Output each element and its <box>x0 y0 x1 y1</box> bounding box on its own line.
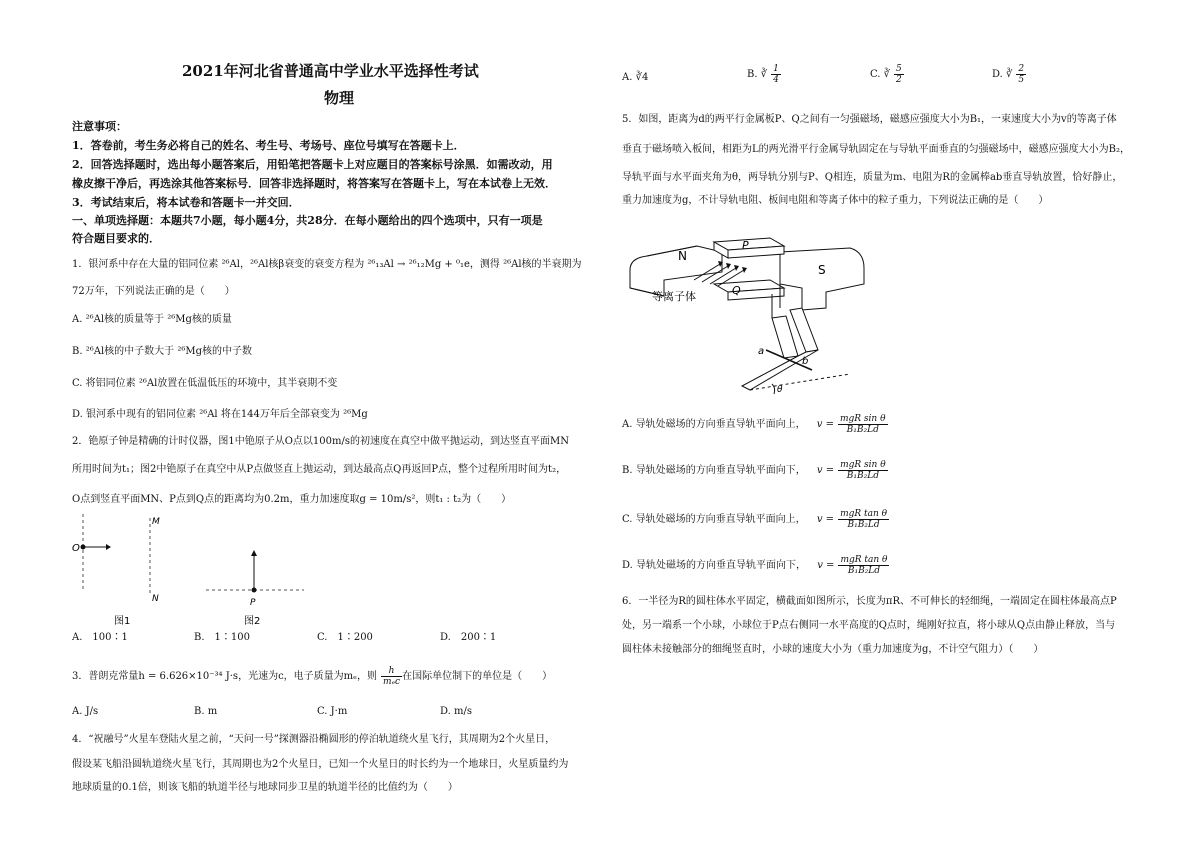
q1-option-c: C. 将铝同位素 ²⁶Al放置在低温低压的环境中，其半衰期不变 <box>72 378 338 389</box>
notice-item: 橡皮擦干净后，再选涂其他答案标号．回答非选择题时，将答案写在答题卡上，写在本试卷上无效． <box>72 177 556 190</box>
notice-item: 3．考试结束后，将本试卷和答题卡一并交回． <box>72 196 300 209</box>
q5-b-den: B₁B₂Ld <box>846 471 879 481</box>
q5-option-c <box>622 509 889 530</box>
q4-d-den: 5 <box>1018 75 1025 85</box>
q4-d-num: 2 <box>1018 64 1025 74</box>
q5-c-den: B₁B₂Ld <box>847 520 880 530</box>
q5-option-c-v: v = <box>816 514 835 525</box>
q4-option-c: C. ∛ $\frac{5}{2}$ <box>870 64 902 85</box>
notice-heading: 注意事项： <box>72 120 127 133</box>
q6-stem: 6．一半径为R的圆柱体水平固定，横截面如图所示，长度为πR、不可伸长的轻细绳，一端固定在圆柱体最高点P <box>622 596 1117 607</box>
q2-stem: 2．铯原子钟是精确的计时仪器，图1中铯原子从O点以100m/s的初速度在真空中做平抛运动，到达竖直平面MN <box>72 436 569 447</box>
q2-fig2-label: 图2 <box>244 616 261 627</box>
q5-option-a <box>622 414 888 435</box>
q5-stem-cont2: 导轨平面与水平面夹角为θ，两导轨分别与P、Q相连，质量为m、电阻为R的金属棒ab垂直导轨放置，恰好静止， <box>622 172 1123 183</box>
q5-option-c-frac <box>838 509 889 530</box>
q5-option-d <box>622 555 889 576</box>
q3-option-a: A. J/s <box>72 706 99 717</box>
q5-stem-cont3: 重力加速度为g，不计导轨电阻、板间电阻和等离子体中的粒子重力，下列说法正确的是（ ） <box>622 195 1049 206</box>
q4-c-den: 2 <box>896 75 902 85</box>
q5-option-b <box>622 460 888 481</box>
exam-title: 2021年河北省普通高中学业水平选择性考试 <box>182 62 479 80</box>
q5-label-s: S <box>818 263 826 277</box>
q3-stem-text: 3．普朗克常量h = 6.626×10⁻³⁴ J·s，光速为c，电子质量为mₑ，则 <box>72 671 378 682</box>
q5-label-p: P <box>742 239 749 252</box>
q5-c-num: mgR tan θ <box>840 509 888 519</box>
q4-option-a: A. ∛4 <box>622 72 649 83</box>
q5-d-den: B₁B₂Ld <box>847 566 881 576</box>
q5-option-b-text: B. 导轨处磁场的方向垂直导轨平面向下， <box>622 465 806 476</box>
q5-label-a: a <box>758 346 765 357</box>
q5-option-d-frac <box>838 555 889 576</box>
q5-label-b: b <box>802 356 809 367</box>
notice-item: 1．答卷前，考生务必将自己的姓名、考生号、考场号、座位号填写在答题卡上． <box>72 139 465 152</box>
section-heading: 一、单项选择题：本题共7小题，每小题4分，共28分．在每小题给出的四个选项中，只有一项是 <box>72 214 543 227</box>
q4-stem: 4．“祝融号”火星车登陆火星之前，“天问一号”探测器沿椭圆形的停泊轨道绕火星飞行，其周期为2个火星日， <box>72 734 556 745</box>
q2-figure <box>72 512 332 630</box>
q2-stem-cont2: O点到竖直平面MN、P点到Q点的距离均为0.2m，重力加速度取g = 10m/s²，则t₁ : t₂为（ ） <box>72 494 512 505</box>
q4-c-num: 5 <box>896 64 902 74</box>
q4-option-d-frac <box>1016 64 1026 85</box>
q5-option-d-text: D. 导轨处磁场的方向垂直导轨平面向下， <box>622 560 807 571</box>
q5-label-plasma: 等离子体 <box>652 290 696 303</box>
q5-option-d-v: v = <box>817 560 835 571</box>
q5-stem: 5．如图，距离为d的两平行金属板P、Q之间有一匀强磁场，磁感应强度大小为B₁，一束速度大小为v的等离子体 <box>622 114 1117 125</box>
q5-label-theta: θ <box>777 385 783 395</box>
q2-label-m: M <box>152 517 160 527</box>
q2-option-d: D. 200∶1 <box>440 632 497 643</box>
q4-b-den: 4 <box>773 75 779 85</box>
q3-option-c: C. J·m <box>317 706 348 717</box>
q1-option-d: D. 银河系中现有的铝同位素 ²⁶Al 将在144万年后全部衰变为 ²⁶Mg <box>72 409 368 420</box>
q5-option-a-v: v = <box>816 419 834 430</box>
q5-figure <box>622 228 882 400</box>
q5-a-den: B₁B₂Ld <box>846 425 879 435</box>
q5-d-num: mgR tan θ <box>840 555 888 565</box>
q4-option-c-prefix: C. <box>870 69 881 80</box>
q4-stem-cont2: 地球质量的0.1倍，则该飞船的轨道半径与地球同步卫星的轨道半径的比值约为（ ） <box>72 782 458 793</box>
q3-option-d: D. m/s <box>440 706 473 717</box>
q5-label-n: N <box>678 249 687 263</box>
q5-option-a-frac <box>838 414 888 435</box>
q5-option-a-text: A. 导轨处磁场的方向垂直导轨平面向上， <box>622 419 806 430</box>
q3-frac-num: h <box>381 666 402 677</box>
q5-label-q: Q <box>732 284 741 297</box>
q4-option-b-prefix: B. <box>747 69 758 80</box>
q2-option-c: C. 1∶200 <box>317 632 373 643</box>
notice-item: 2．回答选择题时，选出每小题答案后，用铅笔把答题卡上对应题目的答案标号涂黑．如需改动，用 <box>72 158 553 171</box>
q3-option-b: B. m <box>194 706 218 717</box>
exam-subject: 物理 <box>324 89 355 107</box>
q3-stem-tail: 在国际单位制下的单位是（ ） <box>402 671 553 682</box>
q5-option-c-text: C. 导轨处磁场的方向垂直导轨平面向上， <box>622 514 806 525</box>
q2-stem-cont: 所用时间为t₁；图2中铯原子在真空中从P点做竖直上抛运动，到达最高点Q再返回P点，整个过程所用时间为t₂， <box>72 464 567 475</box>
q5-option-b-frac <box>838 460 888 481</box>
q1-option-a: A. ²⁶Al核的质量等于 ²⁶Mg核的质量 <box>72 314 232 325</box>
q3-fraction <box>381 666 402 687</box>
q5-option-b-v: v = <box>816 465 835 476</box>
q2-fig1-label: 图1 <box>114 616 131 627</box>
q6-stem-cont: 处，另一端系一个小球，小球位于P点右侧同一水平高度的Q点时，绳刚好拉直，将小球从Q点由静止释放，当与 <box>622 620 1116 631</box>
q4-stem-cont: 假设某飞船沿圆轨道绕火星飞行，其周期也为2个火星日，已知一个火星日的时长约为一个地球日，火星质量约为 <box>72 759 569 770</box>
q4-option-d-prefix: D. <box>992 69 1003 80</box>
q2-label-n: N <box>152 594 159 604</box>
section-heading-cont: 符合题目要求的． <box>72 232 160 245</box>
q5-stem-cont: 垂直于磁场喷入板间，相距为L的两光滑平行金属导轨固定在与导轨平面垂直的匀强磁场中，磁感应强度大小为B₂， <box>622 144 1130 155</box>
q3-stem <box>72 666 552 687</box>
q2-option-a: A. 100∶1 <box>72 632 128 643</box>
q1-option-b: B. ²⁶Al核的中子数大于 ²⁶Mg核的中子数 <box>72 346 252 357</box>
q5-b-num: mgR sin θ <box>840 460 886 470</box>
q4-option-b: B. ∛ $\frac{1}{4}$ <box>747 64 779 85</box>
q2-option-b: B. 1∶100 <box>194 632 250 643</box>
q1-stem-cont: 72万年，下列说法正确的是（ ） <box>72 286 235 297</box>
q4-b-num: 1 <box>773 64 779 74</box>
q1-stem: 1．银河系中存在大量的铝同位素 ²⁶Al，²⁶Al核β衰变的衰变方程为 ²⁶₁₃Al → ²⁶₁₂Mg + ⁰₁e，测得 ²⁶Al核的半衰期为 <box>72 259 582 270</box>
q4-option-b-frac <box>771 64 781 85</box>
q6-stem-cont2: 圆柱体未接触部分的细绳竖直时，小球的速度大小为（重力加速度为g，不计空气阻力）（ ） <box>622 644 1044 655</box>
q4-option-d: D. ∛ $\frac{2}{5}$ <box>992 64 1025 85</box>
q3-frac-den: mₑc <box>383 677 401 687</box>
q2-label-o: O <box>72 543 80 554</box>
q5-a-num: mgR sin θ <box>840 414 886 424</box>
q2-label-p: P <box>250 598 256 608</box>
q4-option-c-frac <box>894 64 904 85</box>
